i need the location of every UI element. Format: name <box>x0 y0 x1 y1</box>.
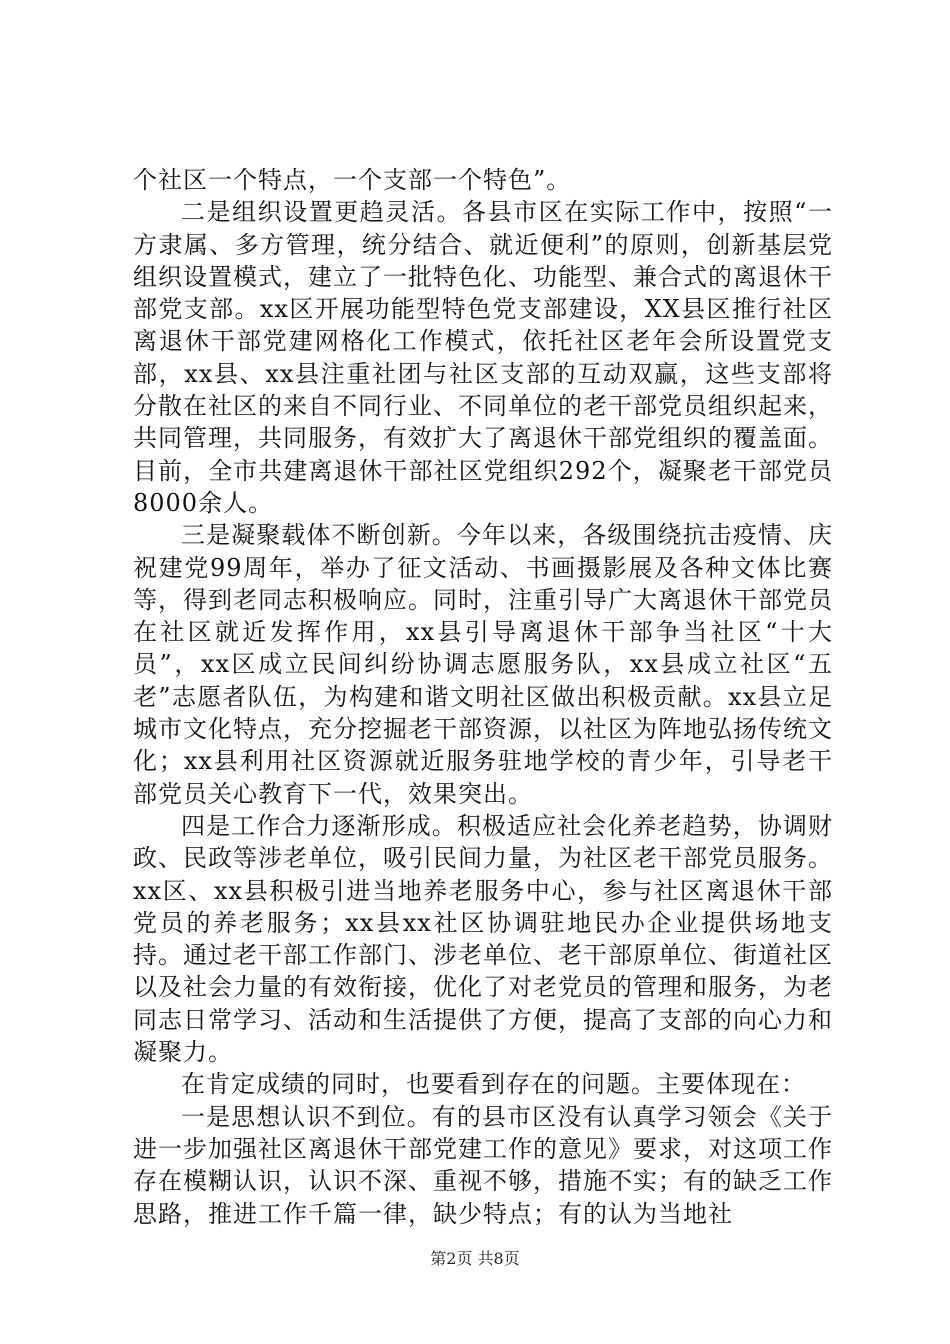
paragraph-joint-effort: 四是工作合力逐渐形成。积极适应社会化养老趋势，协调财政、民政等涉老单位，吸引民间力量，为社区老干部党员服务。xx区、xx县积极引进当地养老服务中心，参与社区离退休干部党员的养老服务；xx县xx社区协调驻地民办企业提供场地支持。通过老干部工作部门、涉老单位、老干部原单位、街道社区以及社会力量的有效衔接，优化了对老党员的管理和服务，为老同志日常学习、活动和生活提供了方便，提高了支部的向心力和凝聚力。 <box>133 811 833 1067</box>
paragraph-innovation: 三是凝聚载体不断创新。今年以来，各级围绕抗击疫情、庆祝建党99周年，举办了征文活动、书画摄影展及各种文体比赛等，得到老同志积极响应。同时，注重引导广大离退休干部党员在社区就近发挥作用，xx县引导离退休干部争当社区“十大员”，xx区成立民间纠纷协调志愿服务队，xx县成立社区“五老”志愿者队伍，为构建和谐文明社区做出积极贡献。xx县立足城市文化特点，充分挖掘老干部资源，以社区为阵地弘扬传统文化；xx县利用社区资源就近服务驻地学校的青少年，引导老干部党员关心教育下一代，效果突出。 <box>133 521 833 808</box>
paragraph-continuation: 个社区一个特点，一个支部一个特色”。 <box>133 166 572 194</box>
document-body <box>133 164 833 1230</box>
page-number-footer: 第2页 共8页 <box>430 1249 520 1268</box>
paragraph-problems-intro: 在肯定成绩的同时，也要看到存在的问题。主要体现在： <box>181 1070 806 1099</box>
paragraph-organization-setup: 二是组织设置更趋灵活。各县市区在实际工作中，按照“一方隶属、多方管理，统分结合、就近便利”的原则，创新基层党组织设置模式，建立了一批特色化、功能型、兼合式的离退休干部党支部。xx区开展功能型特色党支部建设，XX县区推行社区离退休干部党建网格化工作模式，依托社区老年会所设置党支部，xx县、xx县注重社团与社区支部的互动双赢，这些支部将分散在社区的来自不同行业、不同单位的老干部党员组织起来，共同管理，共同服务，有效扩大了离退休干部党组织的覆盖面。目前，全市共建离退休干部社区党组织292个，凝聚老干部党员8000余人。 <box>133 198 833 517</box>
paragraph-awareness-issue: 一是思想认识不到位。有的县市区没有认真学习领会《关于进一步加强社区离退休干部党建工作的意见》要求，对这项工作存在模糊认识，认识不深、重视不够，措施不实；有的缺乏工作思路，推进工作千篇一律，缺少特点；有的认为当地社 <box>133 1102 833 1228</box>
